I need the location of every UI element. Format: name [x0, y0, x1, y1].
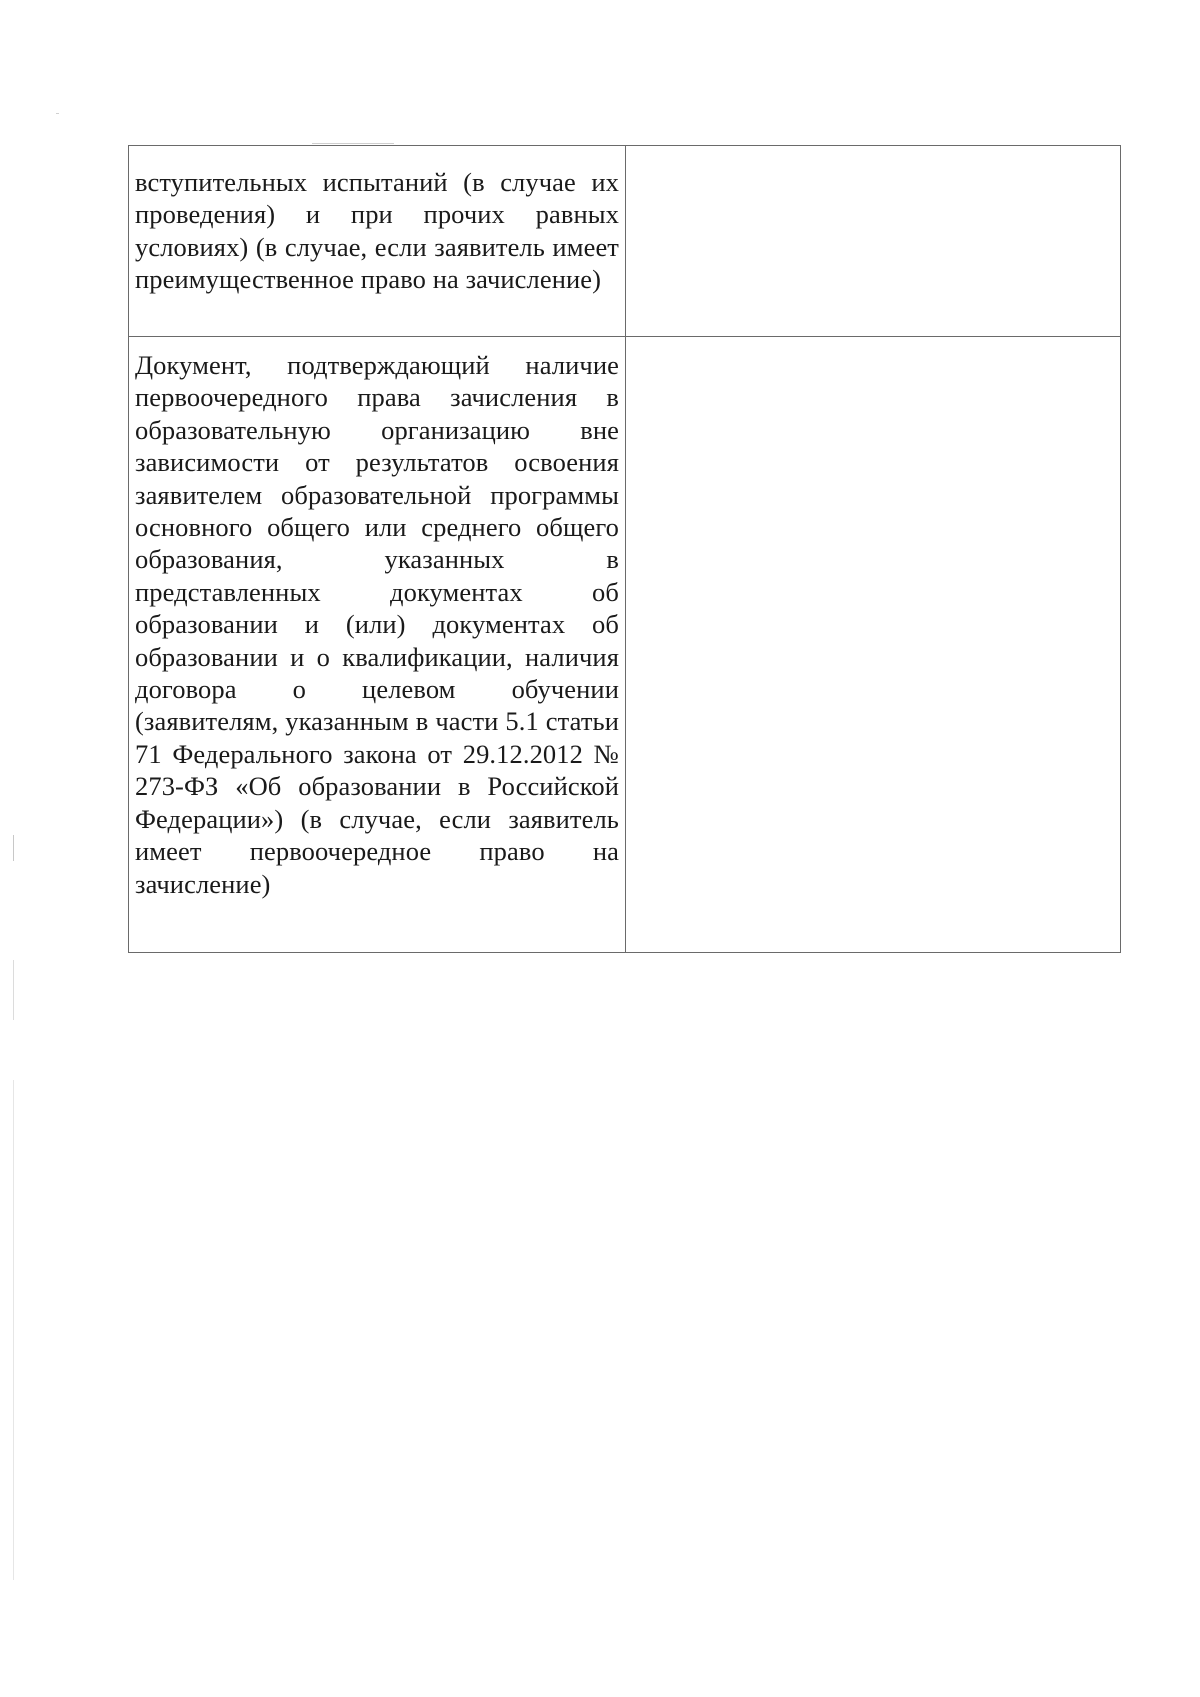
document-table [128, 145, 1121, 953]
table-cell-right [626, 146, 1121, 337]
scan-artifact [13, 960, 14, 1020]
scan-artifact [13, 835, 14, 861]
cell-text: вступительных испытаний (в случае их проведения) и при прочих равных условиях) (в случае, если заявитель имеет преимущественное право на зачисление) [135, 167, 619, 295]
cell-text: Документ, подтверждающий наличие первоочередного права зачисления в образовательную организацию вне зависимости от результатов освоения заявителем образовательной программы основного общего или среднего общего образования, указанных в представленных документах об образовании и (или) документах об образовании и о квалификации, наличия договора о целевом обучении (заявителям, указанным в части 5.1 статьи 71 Федерального закона от 29.12.2012 № 273-ФЗ «Об образовании в Российской Федерации») (в случае, если заявитель имеет первоочередное право на зачисление) [135, 350, 619, 899]
scan-artifact [312, 143, 394, 144]
cell-text [626, 146, 1120, 156]
scan-artifact [13, 1080, 14, 1580]
table-cell-left [129, 337, 626, 953]
cell-text [626, 337, 1120, 347]
scan-artifact [56, 113, 59, 114]
table-cell-right [626, 337, 1121, 953]
table-cell-left [129, 146, 626, 337]
table-row [129, 146, 1121, 337]
table-row [129, 337, 1121, 953]
